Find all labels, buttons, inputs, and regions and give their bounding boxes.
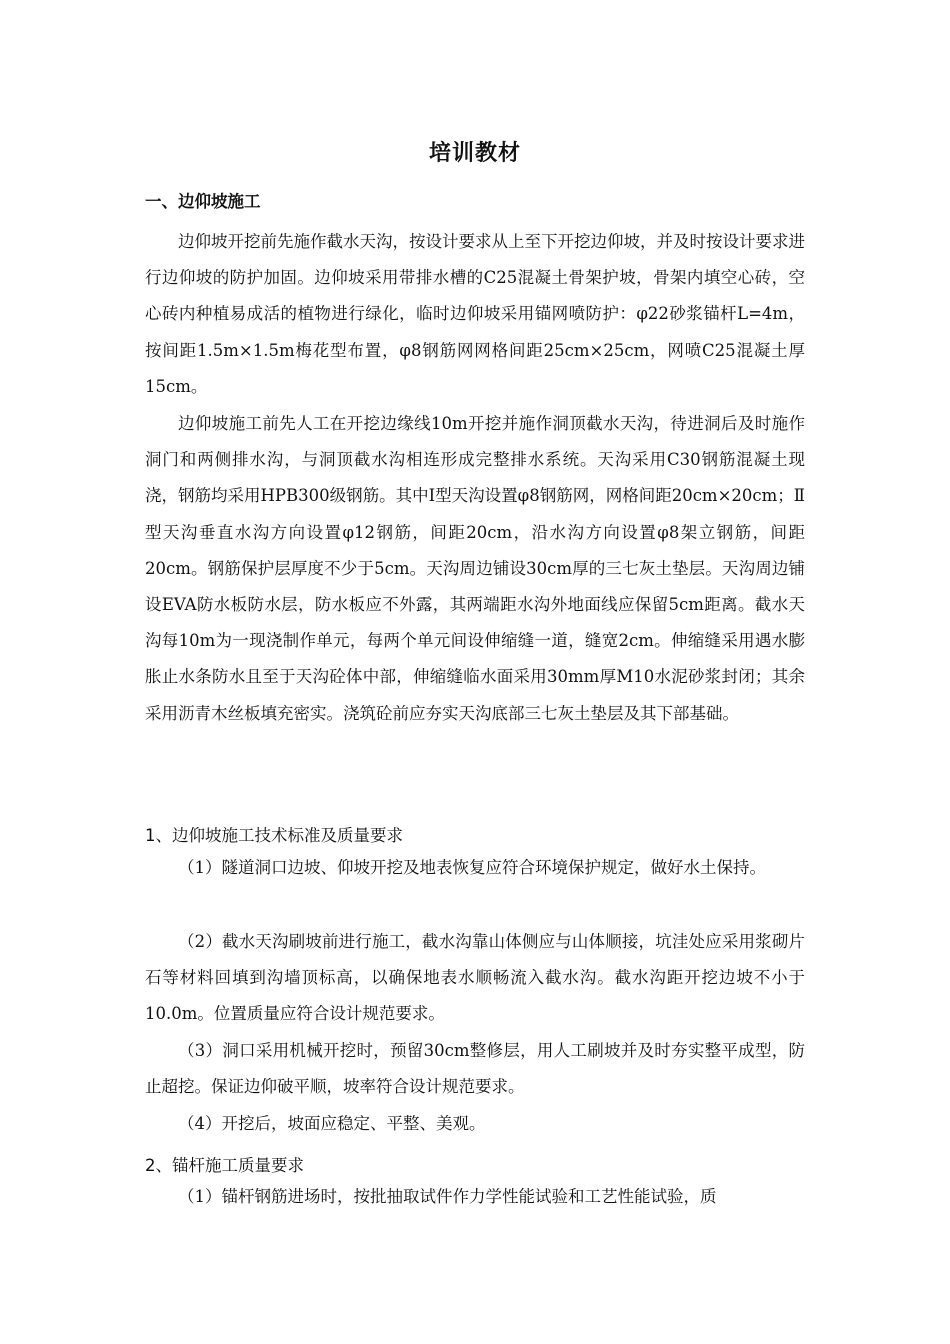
paragraph: 边仰坡施工前先人工在开挖边缘线10m开挖并施作洞顶截水天沟，待进洞后及时施作洞门和两侧排水沟，与洞顶截水沟相连形成完整排水系统。天沟采用C30钢筋混凝土现浇，钢筋均采用HPB300级钢筋。其中Ⅰ型天沟设置φ8钢筋网，网格间距20cm×20cm；Ⅱ型天沟垂直水沟方向设置φ12钢筋，间距20cm，沿水沟方向设置φ8架立钢筋，间距20cm。钢筋保护层厚度不少于5cm。天沟周边铺设30cm厚的三七灰土垫层。天沟周边铺设EVA防水板防水层，防水板应不外露，其两端距水沟外地面线应保留5cm距离。截水天沟每10m为一现浇制作单元，每两个单元间设伸缩缝一道，缝宽2cm。伸缩缝采用遇水膨胀止水条防水且至于天沟砼体中部，伸缩缝临水面采用30mm厚M10水泥砂浆封闭；其余采用沥青木丝板填充密实。浇筑砼前应夯实天沟底部三七灰土垫层及其下部基础。 <box>145 414 805 723</box>
list-item: （4）开挖后，坡面应稳定、平整、美观。 <box>178 1114 486 1133</box>
paragraph: 边仰坡开挖前先施作截水天沟，按设计要求从上至下开挖边仰坡，并及时按设计要求进行边仰坡的防护加固。边仰坡采用带排水槽的C25混凝土骨架护坡，骨架内填空心砖，空心砖内种植易成活的植物进行绿化，临时边仰坡采用锚网喷防护：φ22砂浆锚杆L=4m，按间距1.5m×1.5m梅花型布置，φ8钢筋网网格间距25cm×25cm，网喷C25混凝土厚15cm。 <box>145 232 805 396</box>
list-item: （1）锚杆钢筋进场时，按批抽取试件作力学性能试验和工艺性能试验，质 <box>178 1187 717 1206</box>
list-item: （2）截水天沟刷坡前进行施工，截水沟靠山体侧应与山体顺接，坑洼处应采用浆砌片石等材料回填到沟墙顶标高，以确保地表水顺畅流入截水沟。截水沟距开挖边坡不小于10.0m。位置质量应符合设计规范要求。 <box>145 932 805 1024</box>
subsection-heading: 1、边仰坡施工技术标准及质量要求 <box>145 826 403 845</box>
document-title: 培训教材 <box>428 141 521 166</box>
list-item: （1）隧道洞口边坡、仰坡开挖及地表恢复应符合环境保护规定，做好水土保持。 <box>178 858 766 877</box>
subsection-heading: 2、锚杆施工质量要求 <box>145 1156 304 1175</box>
list-item: （3）洞口采用机械开挖时，预留30cm整修层，用人工刷坡并及时夯实整平成型，防止超挖。保证边仰破平顺，坡率符合设计规范要求。 <box>145 1041 805 1097</box>
section-heading: 一、边仰坡施工 <box>145 192 261 211</box>
